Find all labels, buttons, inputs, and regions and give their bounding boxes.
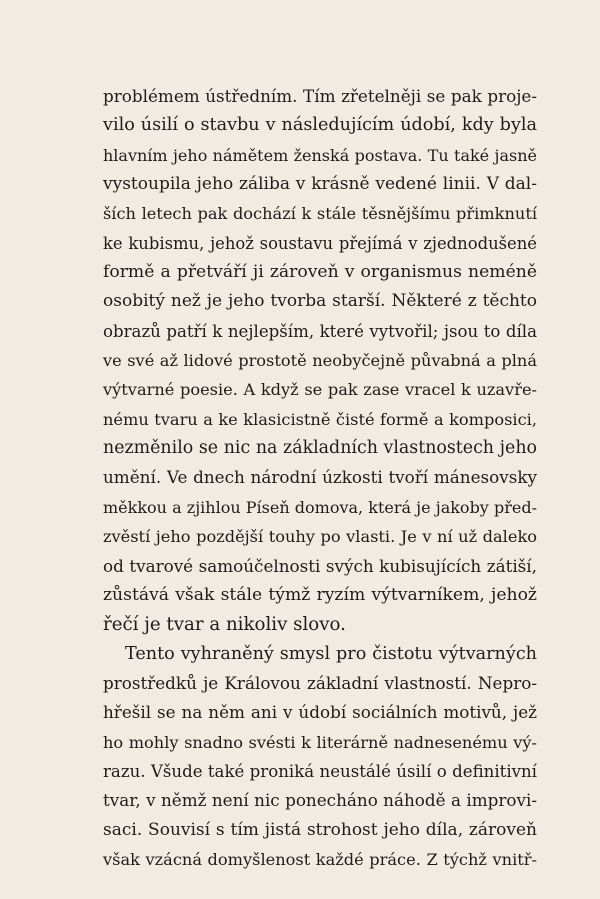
text-line: problémem ústředním. Tím zřetelněji se pak proje- — [103, 86, 537, 106]
text-line: razu. Všude také proniká neustálé úsilí o definitivní — [103, 761, 537, 781]
text-line: hlavním jeho námětem ženská postava. Tu také jasně — [103, 145, 537, 165]
text-line: nezměnilo se nic na základních vlastnostech jeho — [103, 438, 537, 459]
text-line: měkkou a zjihlou Píseň domova, která je jakoby před- — [103, 497, 537, 517]
text-line: tvar, v němž není nic ponecháno náhodě a improvi- — [103, 790, 537, 811]
text-line: umění. Ve dnech národní úzkosti tvoří mánesovsky — [103, 467, 537, 488]
text-line: ve své až lidové prostotě neobyčejně půvabná a plná — [103, 351, 537, 371]
text-line: ke kubismu, jehož soustavu přejímá v zjednodušené — [103, 233, 537, 253]
text-line: zvěstí jeho pozdější touhy po vlasti. Je v ní už daleko — [103, 527, 537, 547]
text-line: formě a přetváří ji zároveň v organismus neméně — [103, 262, 537, 283]
text-line: řečí je tvar a nikoliv slovo. — [103, 614, 346, 636]
text-line: prostředků je Královou základní vlastností. Nepro- — [103, 672, 537, 693]
text-line: osobitý než je jeho tvorba starší. Některé z těchto — [103, 291, 537, 312]
text-line: Tento vyhraněný smysl pro čistotu výtvarných — [125, 643, 537, 664]
text-line: hřešil se na něm ani v údobí sociálních motivů, jež — [103, 702, 537, 723]
text-line: nému tvaru a ke klasicistně čisté formě a komposici, — [103, 409, 537, 429]
text-line: vilo úsilí o stavbu v následujícím údobí, kdy byla — [103, 115, 537, 136]
text-line: obrazů patří k nejlepším, které vytvořil; jsou to díla — [103, 321, 537, 341]
body-text — [103, 82, 537, 874]
text-line: však vzácná domyšlenost každé práce. Z týchž vnitř- — [103, 849, 537, 869]
text-line: vystoupila jeho záliba v krásně vedené linii. V dal- — [103, 174, 537, 195]
text-line: saci. Souvisí s tím jistá strohost jeho díla, zároveň — [103, 819, 537, 840]
text-line: od tvarové samoúčelnosti svých kubisujících zátiší, — [103, 555, 537, 576]
text-line: ších letech pak dochází k stále těsnějšímu přimknutí — [103, 204, 537, 224]
paragraph — [103, 640, 537, 875]
paragraph — [103, 82, 537, 640]
text-line: zůstává však stále týmž ryzím výtvarníkem, jehož — [103, 584, 537, 605]
text-line: ho mohly snadno svésti k literárně nadnesenému vý- — [103, 732, 537, 752]
text-line: výtvarné poesie. A když se pak zase vracel k uzavře- — [103, 380, 537, 400]
